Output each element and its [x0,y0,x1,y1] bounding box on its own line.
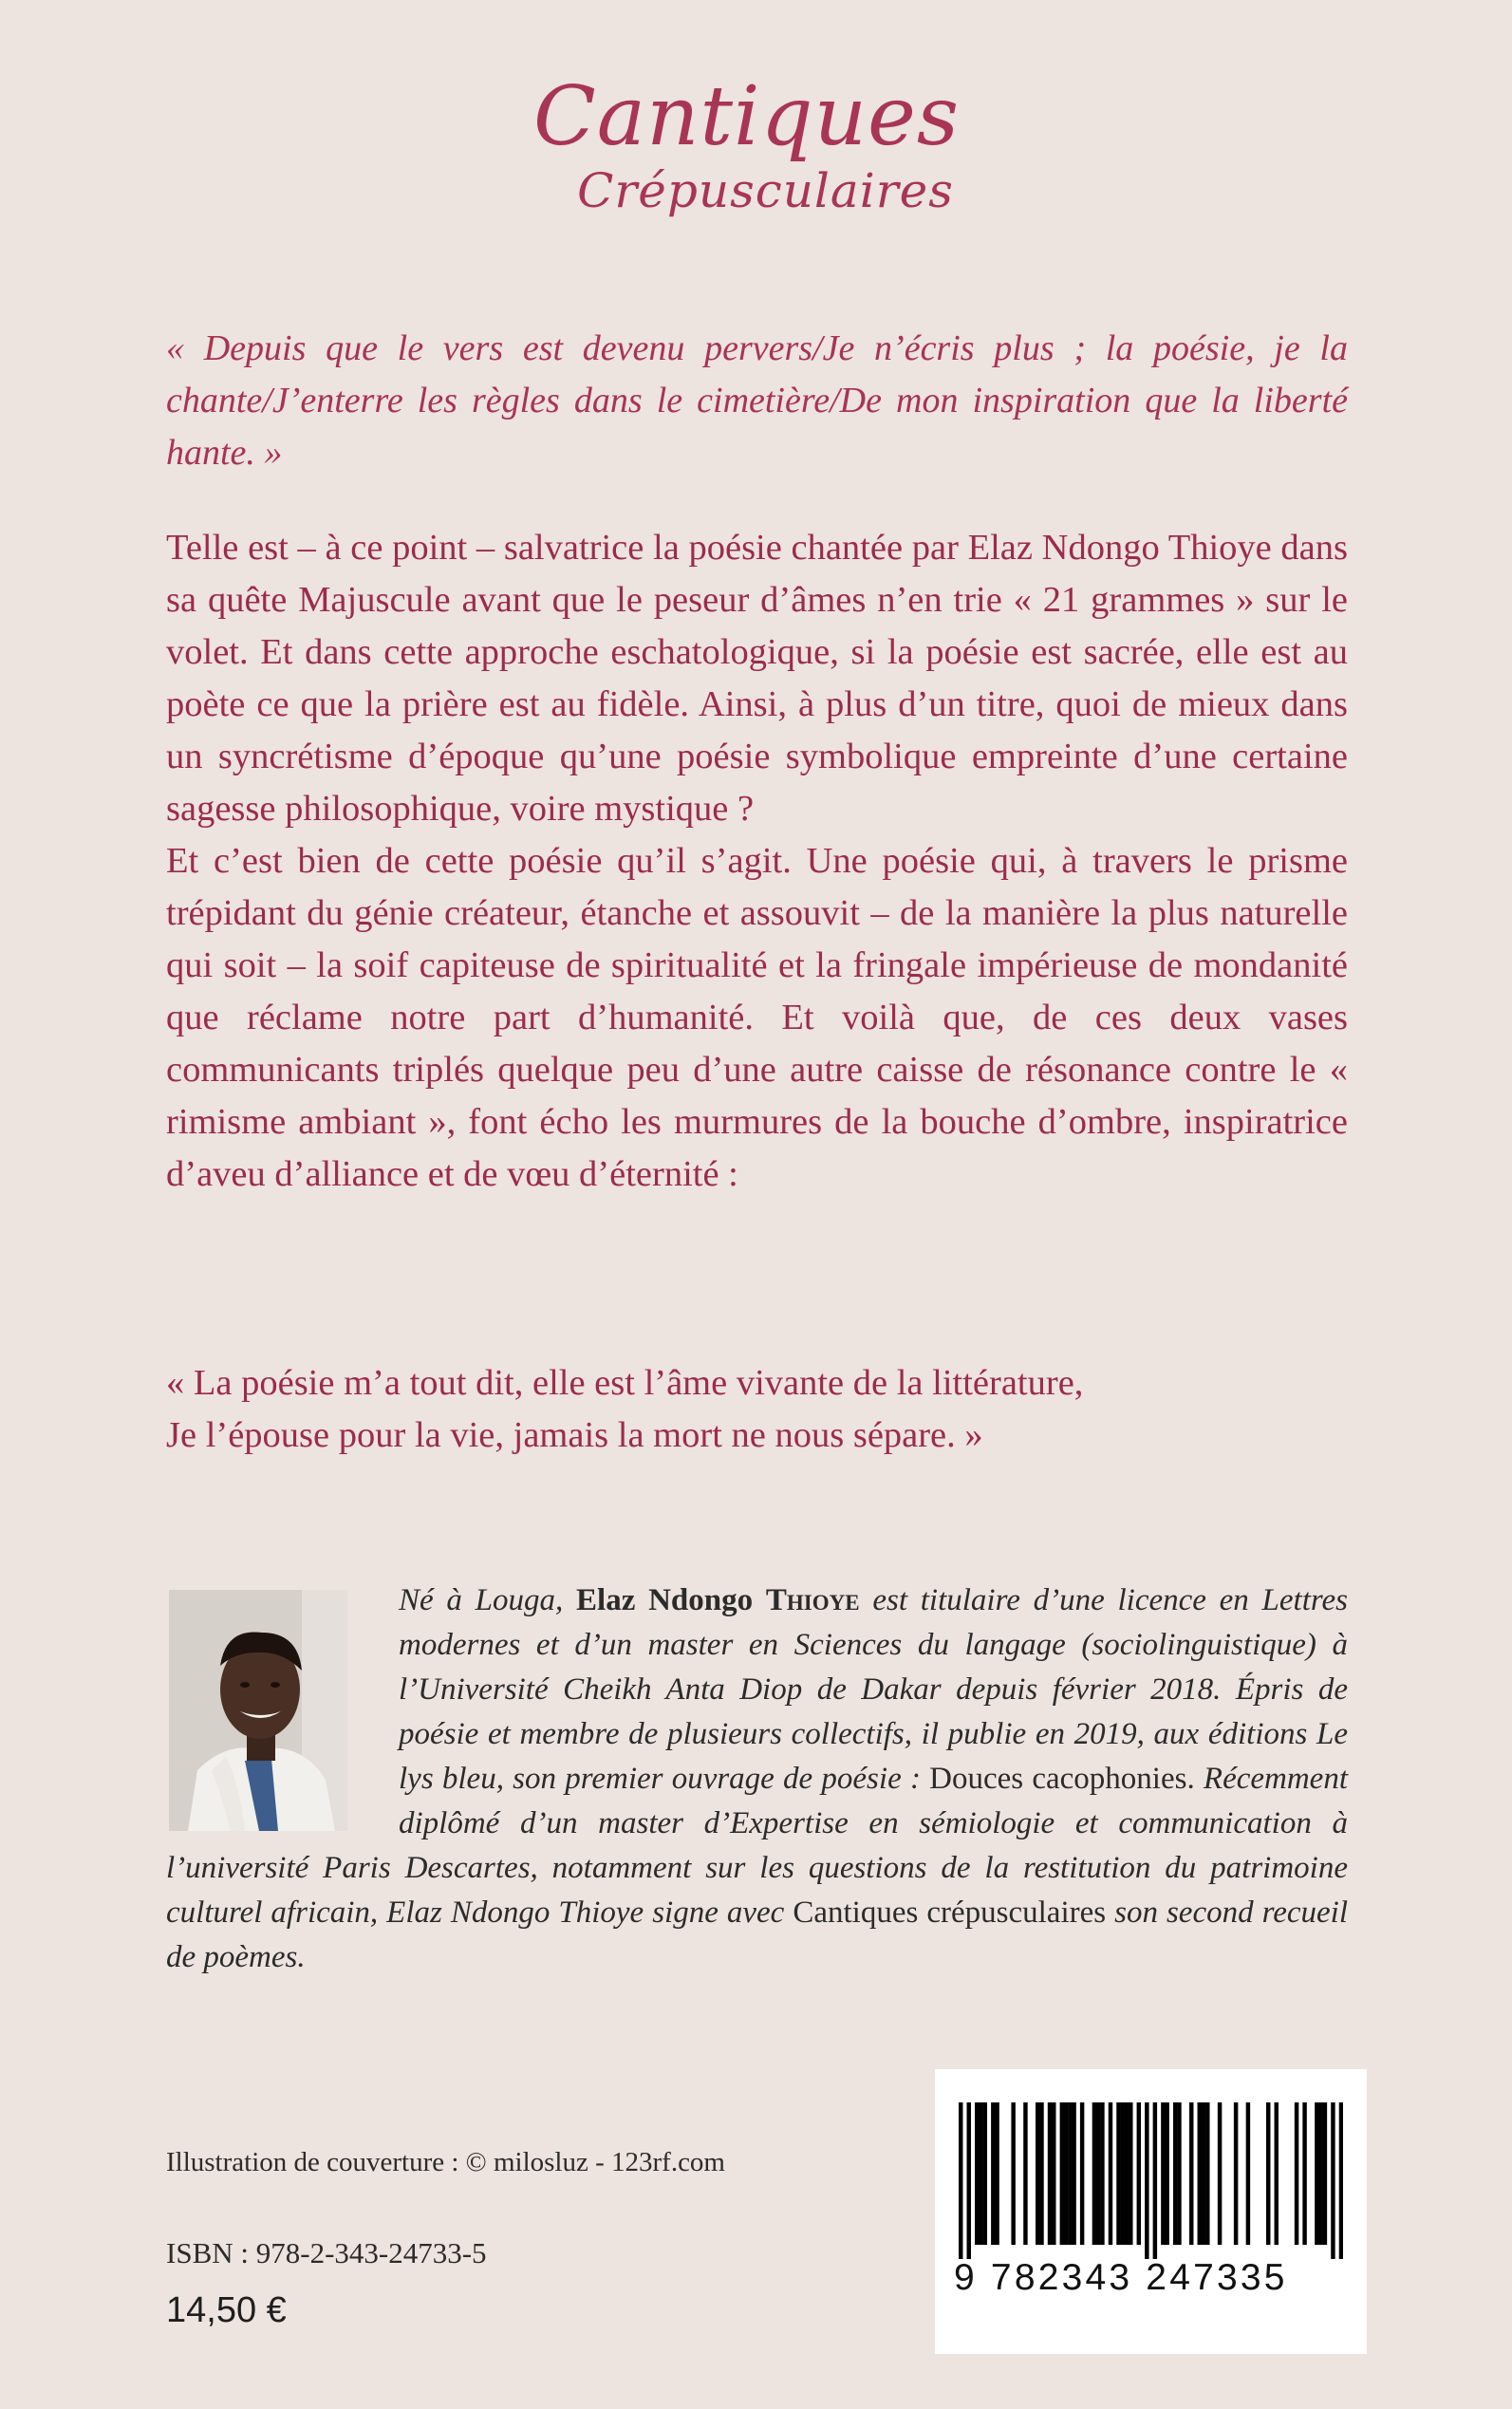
barcode-bar [1072,2102,1075,2245]
barcode-bar [1039,2102,1043,2245]
bio-text-1: Né à Louga, [399,1583,577,1617]
barcode-bar [1173,2102,1177,2245]
epigraph-quote: « Depuis que le vers est devenu pervers/Je n’écris plus ; la poésie, je la chante/J’enterre les règles dans le cimetière/De mon inspiration que la liberté hante. » [166,328,1348,473]
barcode-bar [1331,2102,1335,2259]
summary-paragraph-1: Telle est – à ce point – salvatrice la poésie chantée par Elaz Ndongo Thioye dans sa quête Majuscule avant que le peseur d’âmes n’en trie « 21 grammes » sur le volet. Et dans cette approche eschatologique, si la poésie est sacrée, elle est au poète ce que la prière est au fidèle. Ainsi, à plus d’un titre, quoi de mieux dans un syncrétisme d’époque qu’une poésie symbolique empreinte d’une certaine sagesse philosophique, voire mystique ? [166,528,1348,829]
barcode-bar [1318,2102,1322,2245]
barcode-bar [1052,2102,1055,2245]
bio-text-2: est titulaire d’une licence en Lettres modernes et d’un master en Sciences du langage (sociolinguistique) à l’Université Cheikh Anta Diop de Dakar depuis février 2018. Épris de poésie et membre de plusieurs collectifs, il publie en 2019, aux éditions Le lys bleu, son premier ouvrage de poésie : [399,1583,1349,1796]
photo-spacer [166,1578,399,1839]
closing-quote [166,1357,1348,1462]
author-name [576,1583,860,1617]
title-main: Cantiques [533,69,960,164]
barcode [959,2102,1343,2259]
barcode-bar [975,2102,979,2245]
author-name-last: Thioye [765,1583,860,1617]
barcode-bar [1068,2102,1072,2245]
cover-illustration-credit: Illustration de couverture : © milosluz - 123rf.com [166,2147,725,2177]
barcode-bar [1100,2102,1104,2245]
isbn: ISBN : 978-2-343-24733-5 [166,2236,487,2269]
barcode-bar [1080,2102,1084,2245]
barcode-bar [1121,2102,1125,2245]
barcode-bar [1116,2102,1120,2245]
barcode-bar [1315,2102,1318,2245]
barcode-bar [1302,2102,1306,2245]
barcode-bar [1092,2102,1096,2245]
barcode-bar [1165,2102,1168,2245]
barcode-bar [995,2102,999,2245]
barcode-bar [1109,2102,1112,2245]
closing-quote-line-1: « La poésie m’a tout dit, elle est l’âme vivante de la littérature, [166,1363,1084,1403]
barcode-bar [979,2102,982,2245]
author-biography [166,1578,1348,1980]
barcode-bar [1275,2102,1279,2245]
barcode-bar [1064,2102,1068,2245]
bio-text-3: Récemment diplômé d’un master d’Expertise en sémiologie et communication à l’université Paris Descartes, notamment sur les questions de la restitution du patrimoine culturel africain, Elaz Ndongo Thioye signe avec [166,1762,1348,1930]
barcode-bar [983,2102,987,2245]
title-subtitle: Crépusculaires [577,163,954,218]
barcode-bar [1218,2102,1222,2245]
barcode-bar [1189,2102,1193,2245]
barcode-bar [1011,2102,1015,2245]
barcode-bar [1234,2102,1238,2245]
bio-text-4: son second recueil de poèmes. [166,1895,1349,1974]
barcode-bar [1323,2102,1327,2245]
barcode-bar [1096,2102,1100,2245]
barcode-bar [1339,2102,1343,2259]
barcode-bar [1205,2102,1209,2245]
barcode-bar [1036,2102,1039,2245]
barcode-bar [1246,2102,1250,2245]
book-title [0,69,1512,218]
barcode-bar [1153,2102,1157,2259]
first-book-title: Douces cacophonies. [929,1762,1195,1796]
barcode-bar [959,2102,962,2259]
barcode-bar [1177,2102,1181,2245]
author-name-first: Elaz Ndongo [576,1583,766,1617]
current-book-title: Cantiques crépusculaires [793,1895,1107,1930]
price: 14,50 € [166,2290,287,2330]
barcode-bar [1137,2102,1141,2245]
barcode-bar [1161,2102,1165,2245]
barcode-bar [1048,2102,1052,2245]
barcode-bar [991,2102,995,2245]
barcode-bar [1295,2102,1298,2245]
barcode-bar [1202,2102,1205,2245]
barcode-bar [1060,2102,1064,2245]
barcode-bar [1125,2102,1129,2245]
barcode-panel [935,2069,1367,2354]
barcode-bar [1129,2102,1132,2245]
back-cover-summary [166,522,1348,1201]
summary-paragraph-2: Et c’est bien de cette poésie qu’il s’agit. Une poésie qui, à travers le prisme trépidant du génie créateur, étanche et assouvit – de la manière la plus naturelle qui soit – la soif capiteuse de spiritualité et la fringale impérieuse de mondanité que réclame notre part d’humanité. Et voilà que, de ces deux vases communicants triplés quelque peu d’une autre caisse de résonance contre le « rimisme ambiant », font écho les murmures de la bouche d’ombre, inspiratrice d’aveu d’alliance et de vœu d’éternité : [166,841,1348,1194]
barcode-bar [1266,2102,1270,2245]
barcode-bar [1145,2102,1148,2259]
barcode-bar [1023,2102,1027,2245]
barcode-digits: 9 782343 247335 [954,2257,1288,2298]
barcode-bar [967,2102,971,2259]
closing-quote-line-2: Je l’épouse pour la vie, jamais la mort ne nous sépare. » [166,1415,983,1455]
barcode-bar [1198,2102,1202,2245]
